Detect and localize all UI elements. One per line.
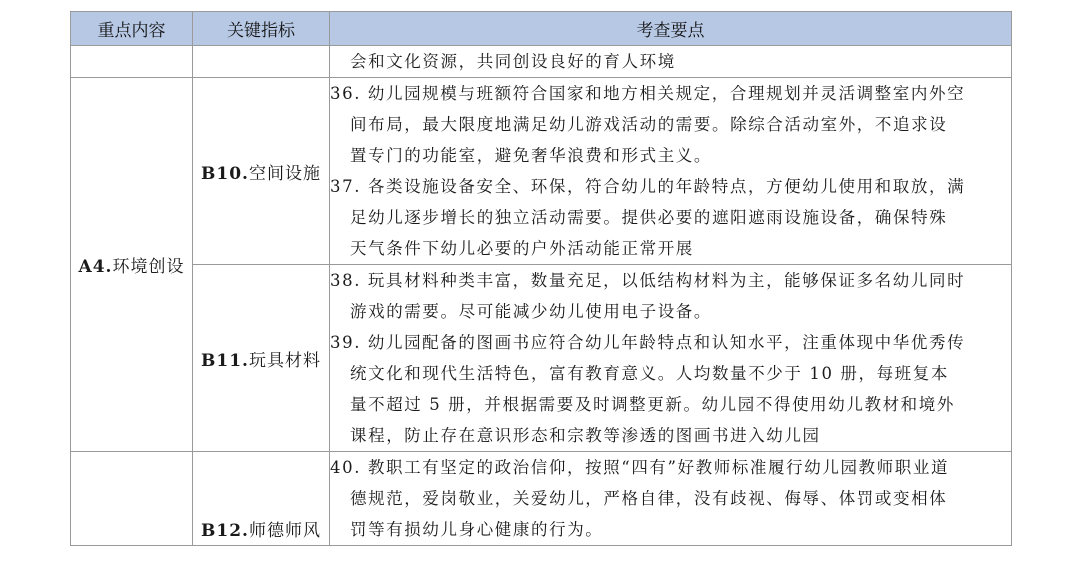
cell-points-b12 bbox=[330, 452, 1012, 546]
b10-label: 空间设施 bbox=[248, 163, 321, 184]
cell-empty bbox=[71, 452, 193, 546]
cell-key-content-a4 bbox=[71, 78, 193, 452]
table-row-b10 bbox=[71, 78, 1012, 265]
item-39-line-2: 统文化和现代生活特色，富有教育意义。人均数量不少于 10 册，每班复本 bbox=[350, 364, 949, 383]
cell-indicator-b12 bbox=[193, 452, 330, 546]
item-39-line-3: 量不超过 5 册，并根据需要及时调整更新。幼儿园不得使用幼儿教材和境外 bbox=[350, 395, 955, 414]
evaluation-standards-table bbox=[70, 11, 1012, 546]
b11-code: B11. bbox=[201, 350, 249, 371]
cell-empty bbox=[193, 46, 330, 78]
header-key-content: 重点内容 bbox=[71, 12, 193, 46]
item-37-line-3: 天气条件下幼儿必要的户外活动能正常开展 bbox=[350, 239, 694, 258]
cell-indicator-b11 bbox=[193, 265, 330, 452]
item-37-line-2: 足幼儿逐步增长的独立活动需要。提供必要的遮阳遮雨设施设备，确保特殊 bbox=[350, 208, 948, 227]
table-row-b11 bbox=[71, 265, 1012, 452]
cell-empty bbox=[71, 46, 193, 78]
b10-code: B10. bbox=[201, 163, 249, 184]
table-row-b12 bbox=[71, 452, 1012, 546]
cell-points-b10 bbox=[330, 78, 1012, 265]
b11-label: 玩具材料 bbox=[248, 350, 321, 371]
item-39-line-4: 课程，防止存在意识形态和宗教等渗透的图画书进入幼儿园 bbox=[350, 426, 821, 445]
cell-indicator-b10 bbox=[193, 78, 330, 265]
cell-continuation-text bbox=[330, 46, 1012, 78]
item-39-line-1: 39. 幼儿园配备的图画书应符合幼儿年龄特点和认知水平，注重体现中华优秀传 bbox=[330, 333, 966, 352]
item-37-line-1: 37. 各类设施设备安全、环保，符合幼儿的年龄特点，方便幼儿使用和取放，满 bbox=[330, 177, 966, 196]
text-line: 会和文化资源，共同创设良好的育人环境 bbox=[350, 52, 676, 71]
item-36-line-2: 间布局，最大限度地满足幼儿游戏活动的需要。除综合活动室外，不追求设 bbox=[350, 115, 948, 134]
item-36-line-3: 置专门的功能室，避免奢华浪费和形式主义。 bbox=[350, 146, 712, 165]
item-36-line-1: 36. 幼儿园规模与班额符合国家和地方相关规定，合理规划并灵活调整室内外空 bbox=[330, 84, 966, 103]
cell-points-b11 bbox=[330, 265, 1012, 452]
b12-code: B12. bbox=[201, 521, 249, 541]
item-38-line-1: 38. 玩具材料种类丰富，数量充足，以低结构材料为主，能够保证多名幼儿同时 bbox=[330, 271, 966, 290]
header-key-indicator: 关键指标 bbox=[193, 12, 330, 46]
table-row-continuation bbox=[71, 46, 1012, 78]
a4-code: A4. bbox=[78, 257, 113, 277]
header-check-points: 考查要点 bbox=[330, 12, 1012, 46]
item-40-line-2: 德规范，爱岗敬业，关爱幼儿，严格自律，没有歧视、侮辱、体罚或变相体 bbox=[350, 489, 948, 508]
b12-label: 师德师风 bbox=[248, 521, 321, 541]
item-40-line-3: 罚等有损幼儿身心健康的行为。 bbox=[350, 520, 604, 539]
item-40-line-1: 40. 教职工有坚定的政治信仰，按照“四有”好教师标准履行幼儿园教师职业道 bbox=[330, 458, 950, 477]
table-header-row bbox=[71, 12, 1012, 46]
item-38-line-2: 游戏的需要。尽可能减少幼儿使用电子设备。 bbox=[350, 302, 712, 321]
a4-label: 环境创设 bbox=[112, 257, 185, 277]
